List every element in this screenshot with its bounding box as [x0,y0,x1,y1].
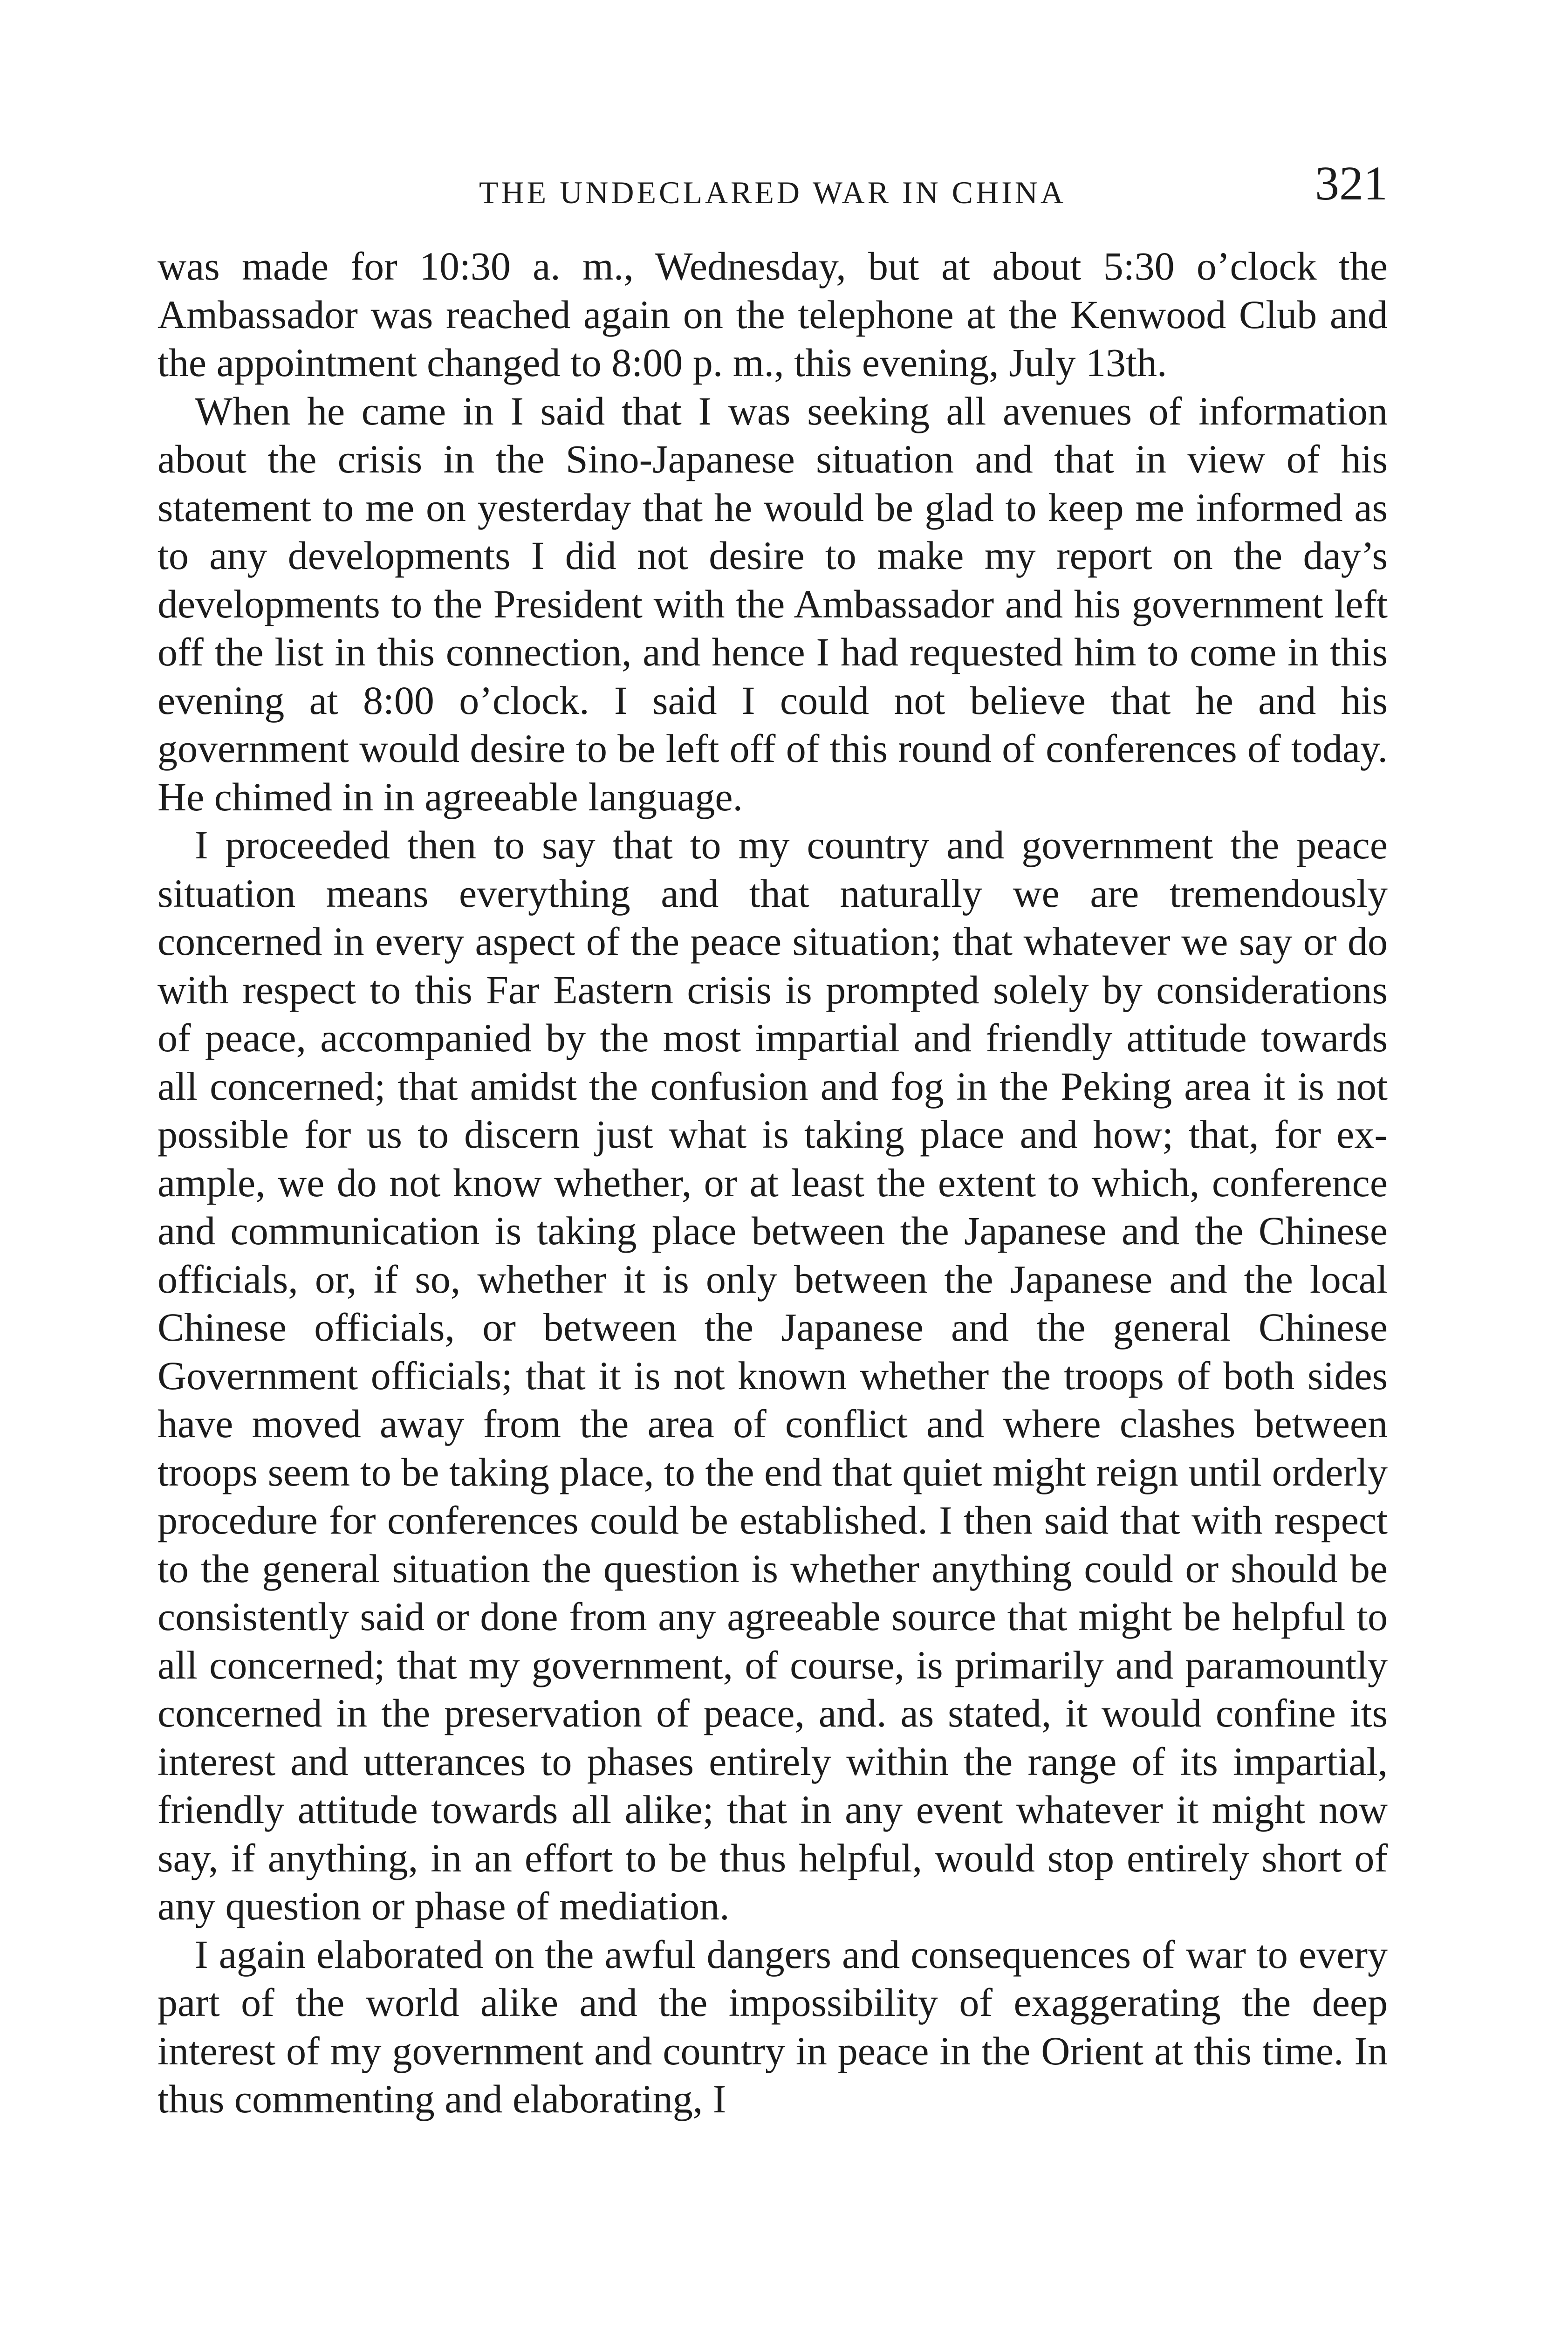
body-text [157,242,1388,2124]
running-title: THE UNDECLARED WAR IN CHINA [479,175,1066,210]
paragraph-dangers-of-war: I again elaborated on the awful dangers and consequences of war to every part of the world alike and the impossibility of exaggerating the deep interest of my government and country in peace in the Orient at this time. In thus commenting and elaborating, I [157,1932,1388,2121]
running-head [157,154,1388,219]
paragraph-continuation: was made for 10:30 a. m., Wednesday, but at about 5:30 o’clock the Ambassador was reached again on the telephone at the Kenwood Club and the appointment changed to 8:00 p. m., this evening, July 13th. [157,244,1388,385]
page-number: 321 [1315,157,1388,210]
paragraph-peace-situation: I proceeded then to say that to my country and government the peace situation means everything and that naturally we are tremendously concerned in every aspect of the peace situation; that whatever we say or do with respect to this Far Eastern crisis is prompted solely by considerations of peace, accompanied by the most impartial and friendly attitude towards all concerned; that amidst the confusion and fog in the Peking area it is not possible for us to discern just what is taking place and how; that, for example, we do not know whether, or at least the extent to which, conference and communication is taking place between the Japanese and the Chinese officials, or, if so, whether it is only between the Japanese and the local Chinese officials, or between the Japanese and the general Chinese Government officials; that it is not known whether the troops of both sides have moved away from the area of conflict and where clashes between troops seem to be taking place, to the end that quiet might reign until orderly procedure for conferences could be established. I then said that with respect to the general situation the question is whether anything could or should be consistently said or done from any agreeable source that might be helpful to all concerned; that my government, of course, is primarily and paramountly concerned in the preservation of peace, and. as stated, it would confine its interest and utterances to phases entirely within the range of its impartial, friendly attitude towards all alike; that in any event whatever it might now say, if anything, in an effort to be thus helpful, would stop entirely short of any question or phase of mediation. [157,822,1388,1928]
paragraph-ambassador-visit: When he came in I said that I was seeking all avenues of information about the crisis in the Sino-Japanese situation and that in view of his statement to me on yesterday that he would be glad to keep me informed as to any developments I did not desire to make my report on the day’s developments to the President with the Ambassador and his government left off the list in this connection, and hence I had requested him to come in this evening at 8:00 o’clock. I said I could not believe that he and his government would desire to be left off of this round of conferences of today. He chimed in in agreeable language. [157,388,1388,819]
